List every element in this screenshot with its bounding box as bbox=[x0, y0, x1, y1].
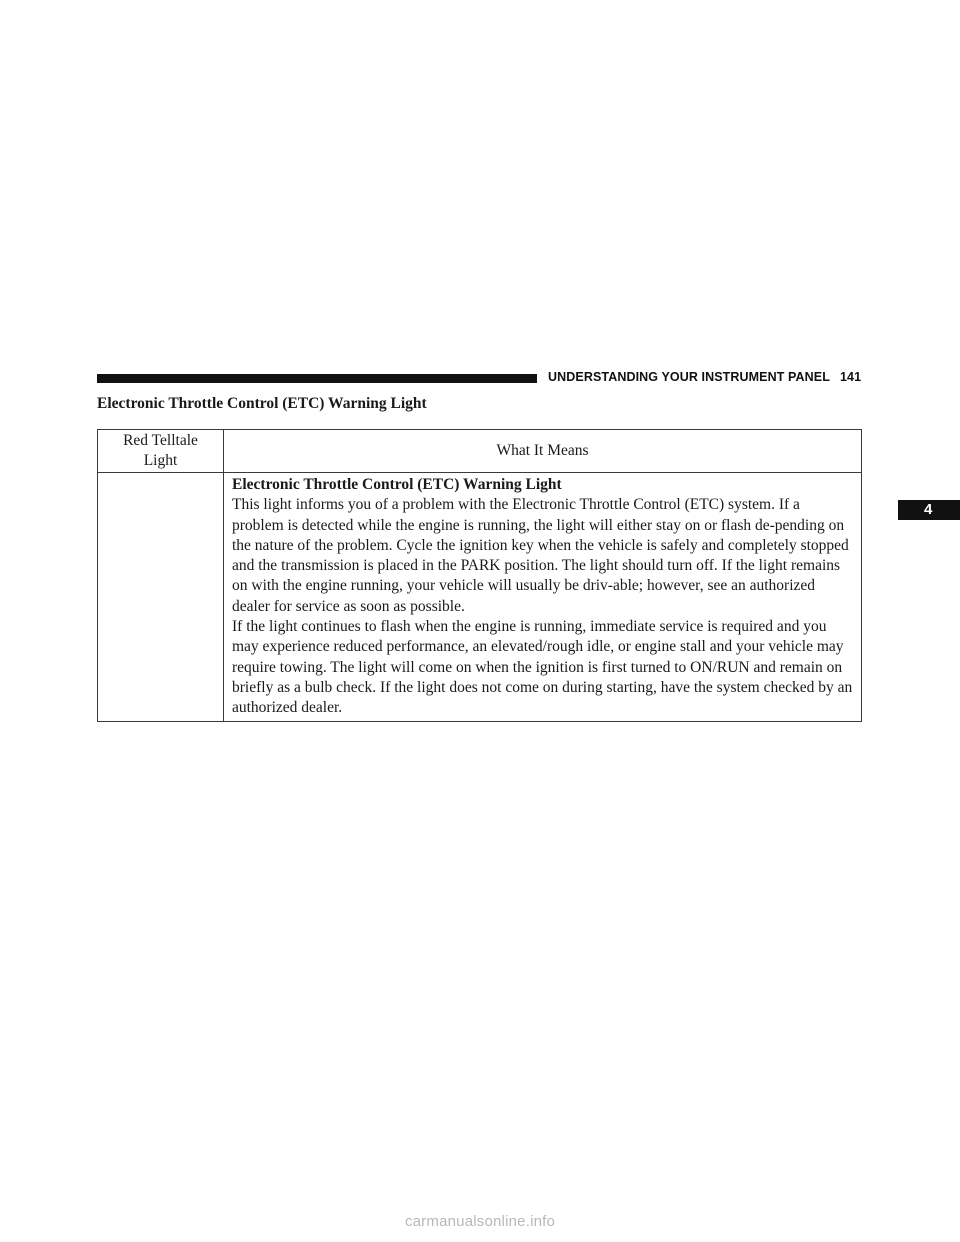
column-header-telltale bbox=[98, 430, 224, 473]
meaning-paragraph-2: If the light continues to flash when the engine is running, immediate service is required and you may experience reduced performance, an elevated/rough idle, or engine stall and your vehicle may require towing. The light will come on when the ignition is first turned to ON/RUN and remain on briefly as a bulb check. If the light does not come on during starting, have the system checked by an authorized dealer. bbox=[232, 618, 853, 717]
column-header-telltale-label: Red Telltale Light bbox=[123, 431, 198, 469]
running-header-label: UNDERSTANDING YOUR INSTRUMENT PANEL bbox=[548, 370, 830, 384]
telltale-icon-cell bbox=[98, 473, 224, 722]
telltale-table bbox=[97, 429, 862, 722]
column-header-meaning bbox=[224, 430, 862, 473]
watermark-text: carmanualsonline.info bbox=[404, 1213, 556, 1230]
section-title: Electronic Throttle Control (ETC) Warning Light bbox=[97, 395, 427, 412]
header-rule bbox=[97, 374, 537, 383]
table-row bbox=[98, 473, 862, 722]
column-header-meaning-label: What It Means bbox=[496, 441, 589, 459]
meaning-cell bbox=[224, 473, 862, 722]
chapter-tab: 4 bbox=[898, 500, 960, 520]
table-header-row bbox=[98, 430, 862, 473]
running-header bbox=[548, 370, 861, 384]
meaning-title: Electronic Throttle Control (ETC) Warning Light bbox=[232, 476, 562, 493]
meaning-paragraph-1: This light informs you of a problem with the Electronic Throttle Control (ETC) system. If a problem is detected while the engine is running, the light will either stay on or flash de-pending on the nature of the problem. Cycle the ignition key when the vehicle is safely and completely stopped and the transmission is placed in the PARK position. The light should turn off. If the light remains on with the engine running, your vehicle will usually be driv-able; however, see an authorized dealer for service as soon as possible. bbox=[232, 496, 849, 615]
page-number: 141 bbox=[839, 370, 862, 384]
